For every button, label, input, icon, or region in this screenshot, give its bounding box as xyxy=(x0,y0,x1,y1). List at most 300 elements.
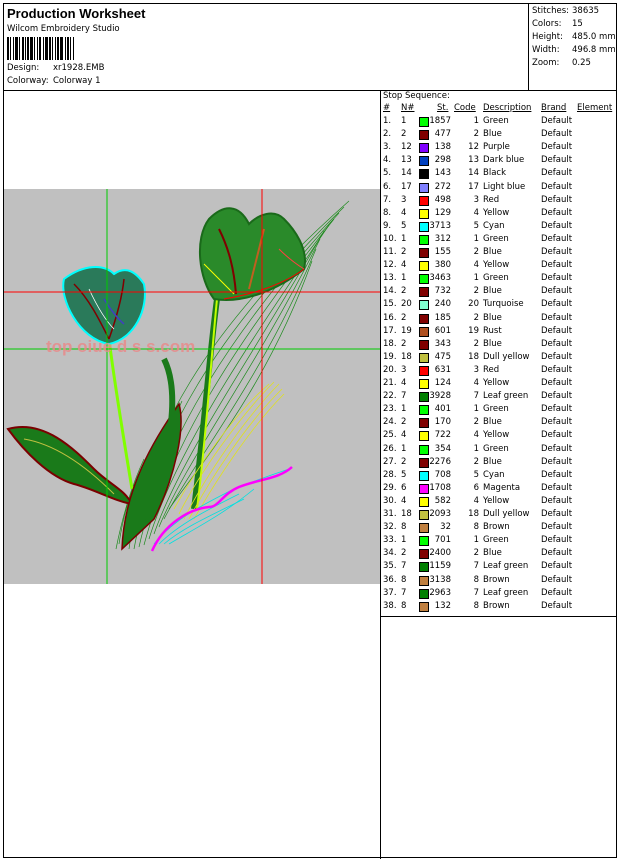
worksheet-header xyxy=(4,4,616,91)
row-needle: 4 xyxy=(401,207,407,218)
row-brand: Default xyxy=(541,417,573,428)
color-swatch xyxy=(419,549,429,559)
row-stitches: 138 xyxy=(434,142,451,153)
row-needle: 17 xyxy=(401,181,412,192)
table-row xyxy=(381,247,616,260)
row-index: 29. xyxy=(383,482,397,493)
row-brand: Default xyxy=(541,142,573,153)
table-row xyxy=(381,483,616,496)
row-brand: Default xyxy=(541,312,573,323)
row-code: 12 xyxy=(468,142,479,153)
row-index: 9. xyxy=(383,220,392,231)
row-needle: 5 xyxy=(401,220,407,231)
row-brand: Default xyxy=(541,561,573,572)
row-needle: 1 xyxy=(401,233,407,244)
row-needle: 4 xyxy=(401,495,407,506)
row-needle: 5 xyxy=(401,469,407,480)
row-description: Green xyxy=(483,233,509,244)
row-brand: Default xyxy=(541,600,573,611)
col-header-code: Code xyxy=(454,103,476,113)
width-label: Width: xyxy=(532,45,560,55)
table-row xyxy=(381,129,616,142)
row-code: 8 xyxy=(473,522,479,533)
color-swatch xyxy=(419,183,429,193)
row-code: 3 xyxy=(473,194,479,205)
row-code: 2 xyxy=(473,548,479,559)
color-swatch xyxy=(419,196,429,206)
row-index: 34. xyxy=(383,548,397,559)
row-description: Dark blue xyxy=(483,155,525,166)
colorway-label: Colorway: xyxy=(7,76,49,86)
embroidery-design-image xyxy=(4,189,380,584)
row-code: 1 xyxy=(473,233,479,244)
col-header-needle: N# xyxy=(401,103,415,113)
row-stitches: 2276 xyxy=(429,456,451,467)
row-description: Leaf green xyxy=(483,391,529,402)
worksheet-frame xyxy=(3,3,617,858)
table-row xyxy=(381,286,616,299)
color-swatch xyxy=(419,445,429,455)
row-code: 2 xyxy=(473,338,479,349)
row-stitches: 722 xyxy=(434,430,451,441)
row-description: Green xyxy=(483,273,509,284)
row-stitches: 132 xyxy=(434,600,451,611)
stem-left xyxy=(109,339,132,489)
row-stitches: 170 xyxy=(434,417,451,428)
width-value: 496.8 mm xyxy=(572,45,616,55)
row-brand: Default xyxy=(541,522,573,533)
row-brand: Default xyxy=(541,286,573,297)
row-code: 19 xyxy=(468,325,479,336)
table-row xyxy=(381,496,616,509)
row-brand: Default xyxy=(541,391,573,402)
row-code: 2 xyxy=(473,129,479,140)
row-index: 23. xyxy=(383,404,397,415)
software-name: Wilcom Embroidery Studio xyxy=(7,24,120,34)
row-code: 2 xyxy=(473,417,479,428)
col-header-num: # xyxy=(383,103,391,113)
row-stitches: 477 xyxy=(434,129,451,140)
row-index: 32. xyxy=(383,522,397,533)
row-stitches: 1857 xyxy=(429,116,451,126)
row-code: 18 xyxy=(468,509,479,519)
col-header-brand: Brand xyxy=(541,103,567,113)
table-row xyxy=(381,365,616,378)
color-swatch xyxy=(419,274,429,284)
row-code: 7 xyxy=(473,391,479,402)
table-row xyxy=(381,234,616,247)
color-swatch xyxy=(419,484,429,494)
color-swatch xyxy=(419,405,429,415)
color-swatch xyxy=(419,602,429,612)
row-brand: Default xyxy=(541,364,573,375)
row-code: 1 xyxy=(473,535,479,546)
row-description: Yellow xyxy=(483,378,510,388)
row-needle: 20 xyxy=(401,299,412,310)
row-code: 2 xyxy=(473,456,479,467)
row-stitches: 631 xyxy=(434,364,451,375)
row-stitches: 3138 xyxy=(429,574,451,585)
row-brand: Default xyxy=(541,325,573,336)
row-brand: Default xyxy=(541,247,573,257)
row-brand: Default xyxy=(541,351,573,362)
row-stitches: 601 xyxy=(434,325,451,336)
row-description: Magenta xyxy=(483,482,521,493)
row-stitches: 380 xyxy=(434,260,451,271)
table-row xyxy=(381,522,616,535)
row-stitches: 3713 xyxy=(429,220,451,231)
row-needle: 1 xyxy=(401,535,407,546)
row-index: 38. xyxy=(383,600,397,611)
row-brand: Default xyxy=(541,207,573,218)
row-index: 22. xyxy=(383,391,397,402)
row-description: Brown xyxy=(483,574,510,585)
table-row xyxy=(381,155,616,168)
row-brand: Default xyxy=(541,233,573,244)
row-description: Cyan xyxy=(483,469,505,480)
row-stitches: 32 xyxy=(440,522,451,533)
row-index: 13. xyxy=(383,273,397,284)
color-swatch xyxy=(419,287,429,297)
row-brand: Default xyxy=(541,338,573,349)
zoom-row xyxy=(532,58,591,68)
design-row xyxy=(7,63,104,73)
stitches-row xyxy=(532,6,599,16)
row-code: 8 xyxy=(473,600,479,611)
row-description: Blue xyxy=(483,417,502,428)
row-needle: 8 xyxy=(401,522,407,533)
row-brand: Default xyxy=(541,482,573,493)
row-code: 17 xyxy=(468,181,479,192)
row-index: 37. xyxy=(383,587,397,598)
row-index: 35. xyxy=(383,561,397,572)
row-needle: 1 xyxy=(401,404,407,415)
row-stitches: 2963 xyxy=(429,587,451,598)
row-needle: 1 xyxy=(401,273,407,284)
row-stitches: 272 xyxy=(434,181,451,192)
row-index: 19. xyxy=(383,351,397,362)
row-stitches: 708 xyxy=(434,469,451,480)
color-swatch xyxy=(419,143,429,153)
table-row xyxy=(381,535,616,548)
row-code: 5 xyxy=(473,469,479,480)
table-row xyxy=(381,588,616,601)
row-description: Light blue xyxy=(483,181,526,192)
row-description: Yellow xyxy=(483,207,510,218)
row-brand: Default xyxy=(541,535,573,546)
row-brand: Default xyxy=(541,155,573,166)
table-row xyxy=(381,457,616,470)
color-swatch xyxy=(419,353,429,363)
table-row xyxy=(381,430,616,443)
col-header-element: Element xyxy=(577,103,613,113)
color-swatch xyxy=(419,366,429,376)
row-code: 5 xyxy=(473,220,479,231)
row-needle: 7 xyxy=(401,587,407,598)
color-swatch xyxy=(419,576,429,586)
row-needle: 12 xyxy=(401,142,412,153)
row-index: 15. xyxy=(383,299,397,310)
row-brand: Default xyxy=(541,495,573,506)
page-title: Production Worksheet xyxy=(7,6,146,21)
row-stitches: 124 xyxy=(434,378,451,388)
color-swatch xyxy=(419,314,429,324)
table-row xyxy=(381,116,616,129)
row-description: Dull yellow xyxy=(483,509,530,519)
color-swatch xyxy=(419,458,429,468)
row-index: 31. xyxy=(383,509,397,519)
row-stitches: 240 xyxy=(434,299,451,310)
row-brand: Default xyxy=(541,456,573,467)
row-code: 20 xyxy=(468,299,479,310)
colorway-value: Colorway 1 xyxy=(53,76,101,86)
row-stitches: 582 xyxy=(434,495,451,506)
barcode xyxy=(7,37,124,60)
row-description: Yellow xyxy=(483,260,510,271)
table-row xyxy=(381,561,616,574)
row-needle: 3 xyxy=(401,194,407,205)
row-index: 14. xyxy=(383,286,397,297)
row-description: Brown xyxy=(483,522,510,533)
row-stitches: 143 xyxy=(434,168,451,179)
row-index: 17. xyxy=(383,325,397,336)
row-code: 18 xyxy=(468,351,479,362)
row-stitches: 155 xyxy=(434,247,451,257)
row-stitches: 2093 xyxy=(429,509,451,519)
row-brand: Default xyxy=(541,194,573,205)
table-row xyxy=(381,509,616,522)
row-stitches: 701 xyxy=(434,535,451,546)
row-brand: Default xyxy=(541,116,573,126)
row-description: Black xyxy=(483,168,506,179)
table-row xyxy=(381,444,616,457)
row-description: Blue xyxy=(483,286,502,297)
row-code: 7 xyxy=(473,561,479,572)
row-index: 26. xyxy=(383,443,397,454)
table-row xyxy=(381,575,616,588)
row-description: Turquoise xyxy=(483,299,524,310)
row-index: 18. xyxy=(383,338,397,349)
colors-value: 15 xyxy=(572,19,583,29)
barcode-bar xyxy=(74,37,75,60)
row-needle: 3 xyxy=(401,364,407,375)
row-brand: Default xyxy=(541,273,573,284)
row-stitches: 185 xyxy=(434,312,451,323)
row-index: 25. xyxy=(383,430,397,441)
row-code: 14 xyxy=(468,168,479,179)
row-needle: 2 xyxy=(401,286,407,297)
table-row xyxy=(381,313,616,326)
row-index: 7. xyxy=(383,194,392,205)
row-description: Blue xyxy=(483,247,502,257)
row-brand: Default xyxy=(541,378,573,388)
row-stitches: 401 xyxy=(434,404,451,415)
row-code: 7 xyxy=(473,587,479,598)
row-brand: Default xyxy=(541,181,573,192)
row-description: Green xyxy=(483,116,509,126)
row-brand: Default xyxy=(541,469,573,480)
row-needle: 14 xyxy=(401,168,412,179)
table-row xyxy=(381,221,616,234)
row-description: Green xyxy=(483,443,509,454)
color-swatch xyxy=(419,130,429,140)
row-index: 1. xyxy=(383,116,392,126)
table-row xyxy=(381,352,616,365)
color-swatch xyxy=(419,392,429,402)
row-stitches: 732 xyxy=(434,286,451,297)
table-row xyxy=(381,378,616,391)
row-index: 5. xyxy=(383,168,392,179)
color-swatch xyxy=(419,431,429,441)
row-description: Yellow xyxy=(483,495,510,506)
table-row xyxy=(381,195,616,208)
table-row xyxy=(381,548,616,561)
row-needle: 7 xyxy=(401,391,407,402)
row-needle: 19 xyxy=(401,325,412,336)
row-description: Brown xyxy=(483,600,510,611)
row-stitches: 1708 xyxy=(429,482,451,493)
row-brand: Default xyxy=(541,548,573,559)
table-row xyxy=(381,182,616,195)
row-code: 4 xyxy=(473,207,479,218)
zoom-label: Zoom: xyxy=(532,58,560,68)
row-needle: 2 xyxy=(401,456,407,467)
table-row xyxy=(381,601,616,614)
row-description: Dull yellow xyxy=(483,351,530,362)
left-leaf xyxy=(8,427,132,504)
row-code: 2 xyxy=(473,286,479,297)
row-code: 1 xyxy=(473,273,479,284)
color-swatch xyxy=(419,117,429,127)
table-row xyxy=(381,208,616,221)
row-stitches: 2400 xyxy=(429,548,451,559)
row-stitches: 129 xyxy=(434,207,451,218)
row-description: Leaf green xyxy=(483,587,529,598)
col-header-stitches: St. xyxy=(437,103,449,113)
design-label: Design: xyxy=(7,63,40,73)
row-code: 4 xyxy=(473,378,479,388)
row-brand: Default xyxy=(541,168,573,179)
row-index: 8. xyxy=(383,207,392,218)
col-header-description: Description xyxy=(483,103,532,113)
height-row xyxy=(532,32,616,42)
color-swatch xyxy=(419,156,429,166)
row-stitches: 498 xyxy=(434,194,451,205)
row-code: 6 xyxy=(473,482,479,493)
row-index: 27. xyxy=(383,456,397,467)
row-brand: Default xyxy=(541,220,573,231)
color-swatch xyxy=(419,418,429,428)
table-row xyxy=(381,299,616,312)
table-row xyxy=(381,417,616,430)
row-description: Cyan xyxy=(483,220,505,231)
row-needle: 4 xyxy=(401,430,407,441)
row-code: 2 xyxy=(473,247,479,257)
row-description: Blue xyxy=(483,129,502,140)
row-index: 21. xyxy=(383,378,397,388)
row-description: Purple xyxy=(483,142,510,153)
yellow-leaf xyxy=(174,382,284,519)
table-row xyxy=(381,404,616,417)
color-swatch xyxy=(419,562,429,572)
color-swatch xyxy=(419,379,429,389)
row-needle: 2 xyxy=(401,417,407,428)
row-code: 1 xyxy=(473,443,479,454)
row-brand: Default xyxy=(541,587,573,598)
row-brand: Default xyxy=(541,260,573,271)
row-needle: 2 xyxy=(401,338,407,349)
table-row xyxy=(381,470,616,483)
color-swatch xyxy=(419,222,429,232)
stop-sequence-label: Stop Sequence: xyxy=(383,91,450,101)
table-row xyxy=(381,168,616,181)
row-index: 33. xyxy=(383,535,397,546)
row-code: 1 xyxy=(473,404,479,415)
table-row xyxy=(381,326,616,339)
right-tulip xyxy=(200,208,305,300)
table-row xyxy=(381,339,616,352)
row-description: Blue xyxy=(483,548,502,559)
row-code: 3 xyxy=(473,364,479,375)
color-swatch xyxy=(419,510,429,520)
row-code: 4 xyxy=(473,495,479,506)
row-description: Red xyxy=(483,364,500,375)
color-swatch xyxy=(419,248,429,258)
row-index: 16. xyxy=(383,312,397,323)
row-needle: 4 xyxy=(401,260,407,271)
row-brand: Default xyxy=(541,574,573,585)
row-code: 2 xyxy=(473,312,479,323)
width-row xyxy=(532,45,616,55)
row-description: Blue xyxy=(483,312,502,323)
row-needle: 1 xyxy=(401,116,407,126)
row-brand: Default xyxy=(541,443,573,454)
color-swatch xyxy=(419,523,429,533)
row-needle: 13 xyxy=(401,155,412,166)
zoom-value: 0.25 xyxy=(572,58,591,68)
design-preview xyxy=(4,189,380,584)
color-swatch xyxy=(419,497,429,507)
row-needle: 8 xyxy=(401,600,407,611)
color-swatch xyxy=(419,169,429,179)
height-label: Height: xyxy=(532,32,563,42)
color-swatch xyxy=(419,209,429,219)
row-index: 36. xyxy=(383,574,397,585)
stitches-label: Stitches: xyxy=(532,6,570,16)
row-needle: 18 xyxy=(401,509,412,519)
row-description: Blue xyxy=(483,338,502,349)
row-code: 4 xyxy=(473,260,479,271)
row-stitches: 3463 xyxy=(429,273,451,284)
row-description: Rust xyxy=(483,325,502,336)
row-brand: Default xyxy=(541,129,573,140)
colorway-row xyxy=(7,76,101,86)
watermark-text: top oiue d s s.com xyxy=(46,337,196,356)
row-brand: Default xyxy=(541,404,573,415)
table-row xyxy=(381,142,616,155)
row-stitches: 343 xyxy=(434,338,451,349)
row-index: 30. xyxy=(383,495,397,506)
row-index: 12. xyxy=(383,260,397,271)
color-swatch xyxy=(419,471,429,481)
color-swatch xyxy=(419,300,429,310)
table-row xyxy=(381,260,616,273)
row-description: Red xyxy=(483,194,500,205)
row-description: Blue xyxy=(483,456,502,467)
stats-panel xyxy=(528,4,617,90)
row-index: 28. xyxy=(383,469,397,480)
cyan-base xyxy=(154,469,289,544)
